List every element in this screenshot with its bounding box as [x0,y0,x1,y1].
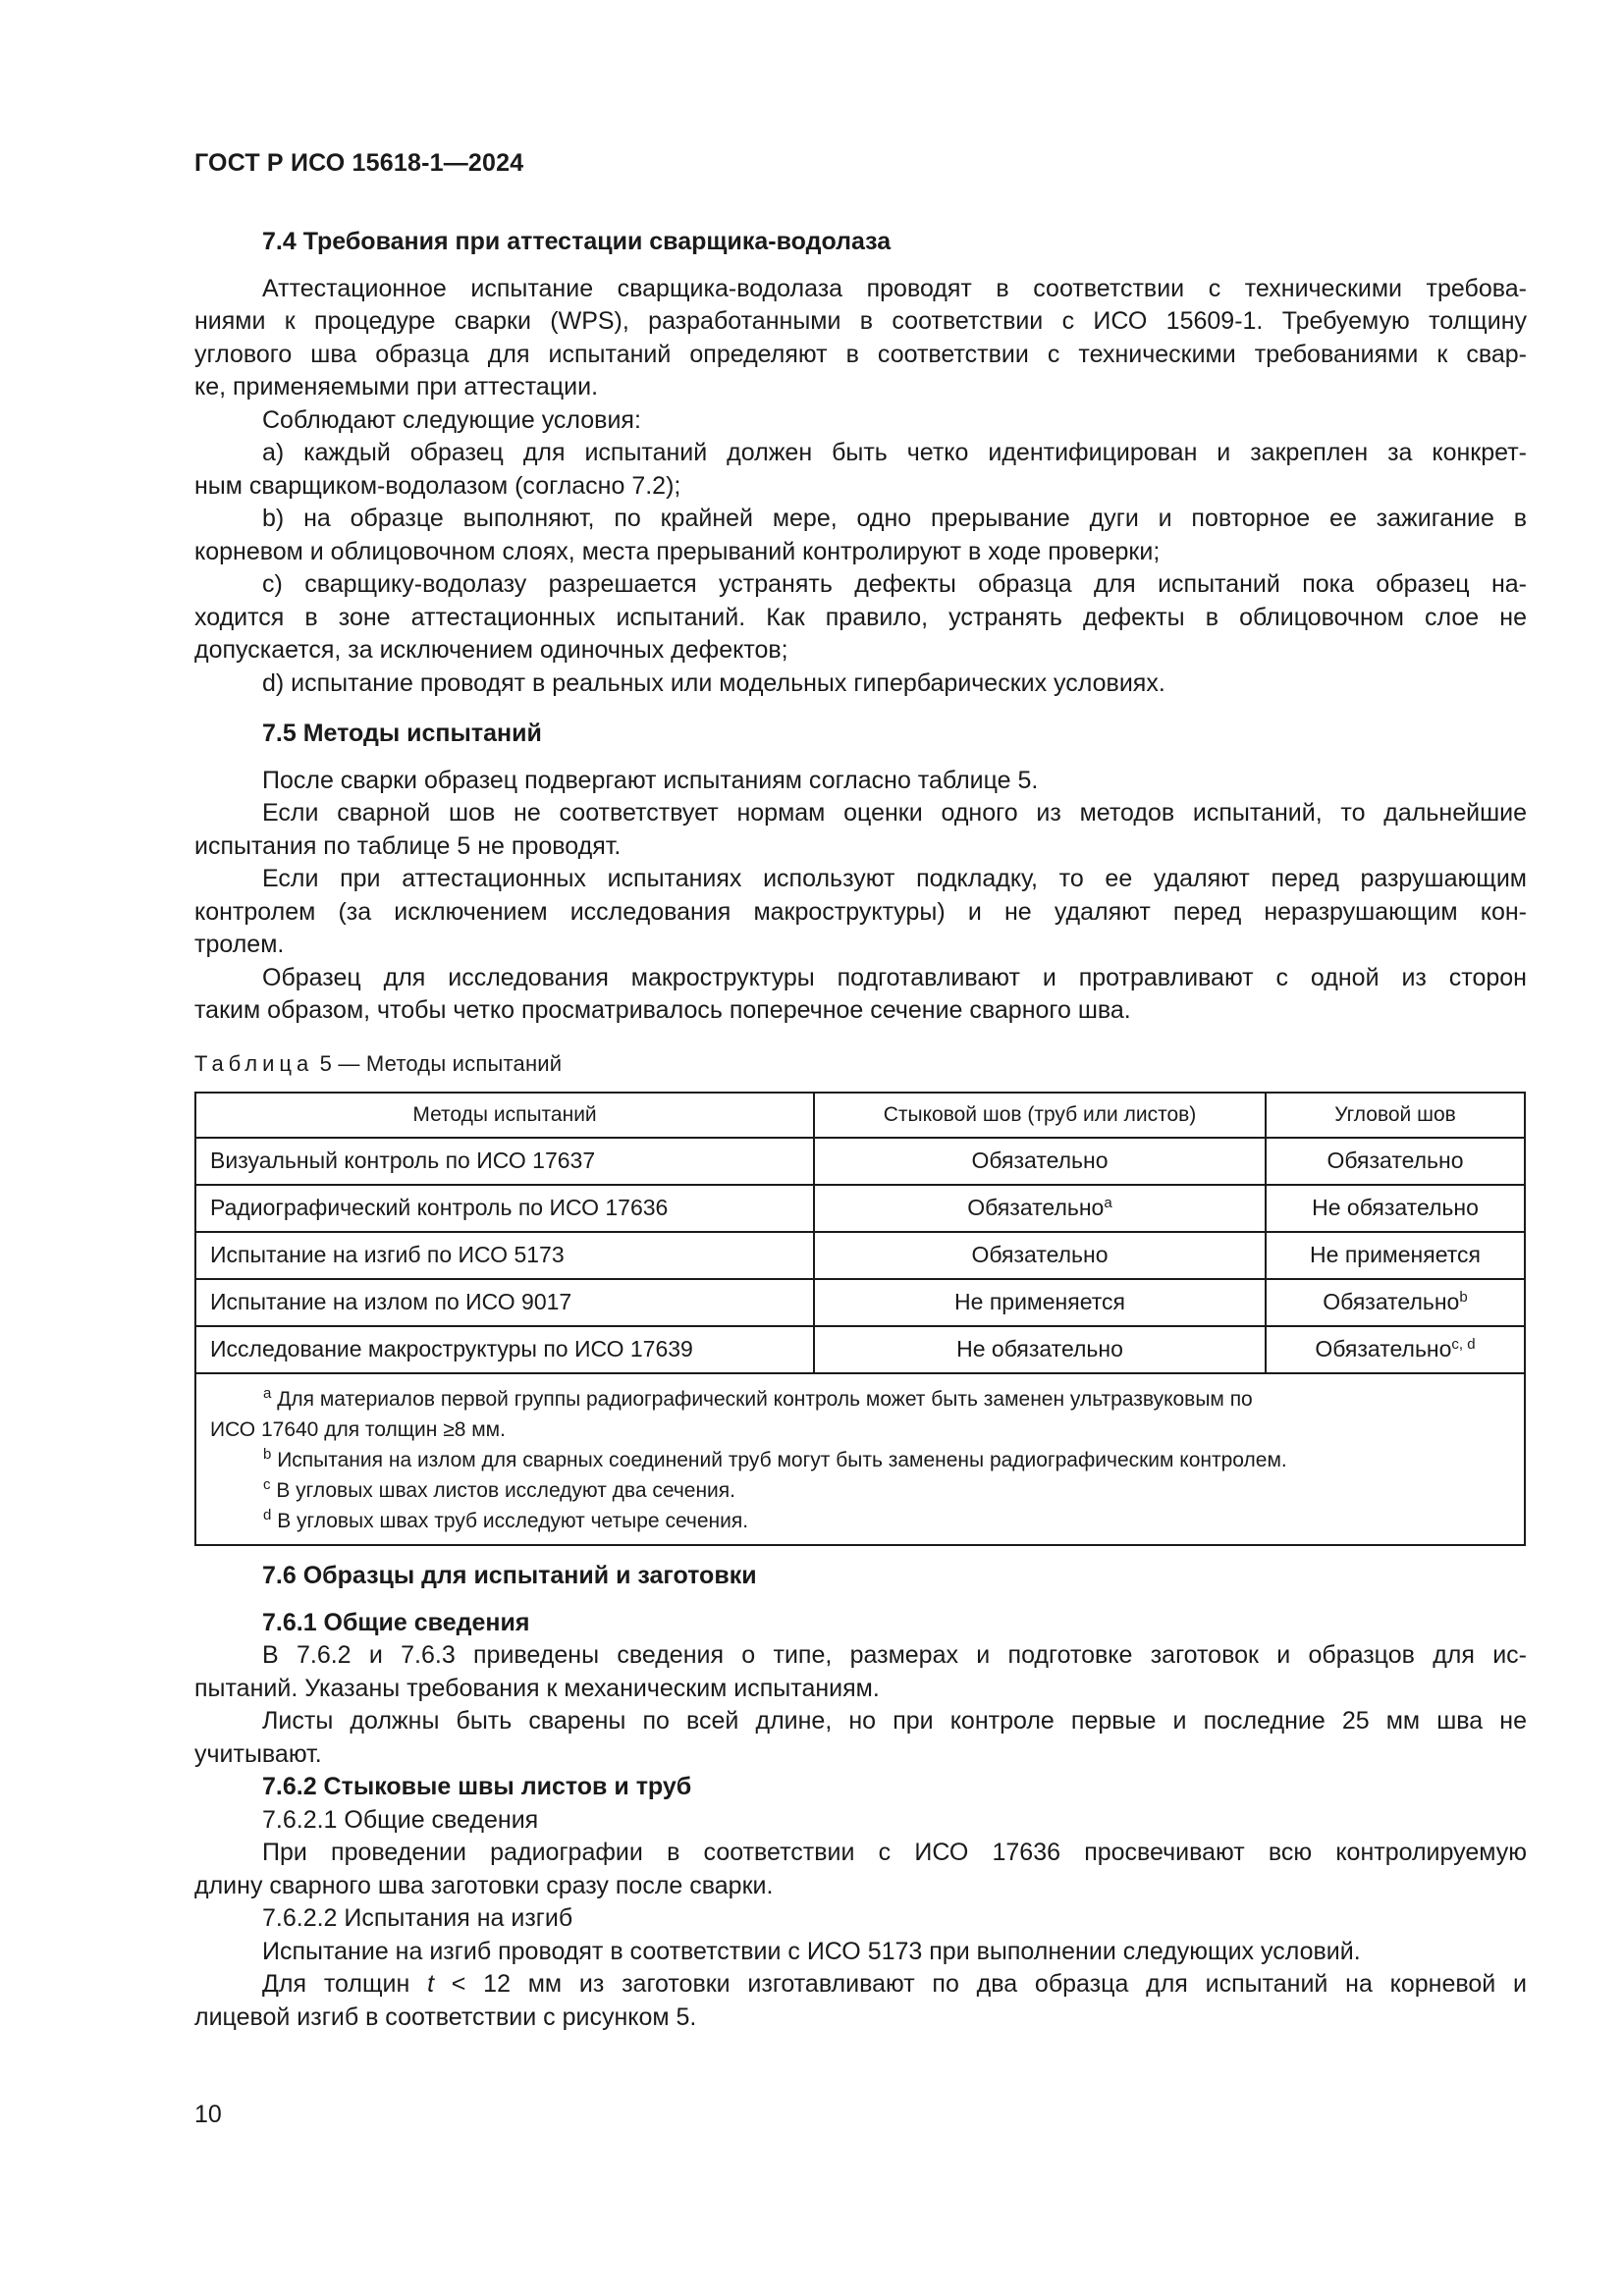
section-7-6-1-paragraph-1 [194,1639,1527,1705]
cell-value: Не обязательно [1312,1195,1479,1221]
note-d [210,1506,1510,1536]
section-7-6-heading: 7.6 Образцы для испытаний и заготовки [262,1562,757,1589]
note-text: В угловых швах труб исследуют четыре сечения. [277,1510,749,1532]
section-7-6-1-paragraph-2 [194,1705,1527,1771]
text-line: Если сварной шов не соответствует нормам оценки одного из методов испытаний, то дальнейшие [262,799,1527,827]
section-7-6-2-1-heading: 7.6.2.1 Общие сведения [262,1805,539,1834]
cell-method: Радиографический контроль по ИСО 17636 [195,1185,814,1232]
cell-value: Не обязательно [956,1336,1123,1362]
text-line: тролем. [194,931,285,958]
text-line: b) на образце выполняют, по крайней мере, одно прерывание дуги и повторное ее зажигание в [262,505,1527,532]
text-line: a) каждый образец для испытаний должен быть четко идентифицирован и закреплен за конкрет- [262,439,1527,466]
cell-value: Обязательно [967,1195,1105,1221]
cell-fillet [1266,1185,1525,1232]
text-line: ниями к процедуре сварки (WPS), разработанными в соответствии с ИСО 15609-1. Требуемую толщину [194,307,1527,335]
text-line: углового шва образца для испытаний определяют в соответствии с техническими требованиями к свар- [194,340,1527,368]
table-row [195,1185,1525,1232]
section-7-6-2-2-heading: 7.6.2.2 Испытания на изгиб [262,1904,573,1932]
text-line: таким образом, чтобы четко просматривалось поперечное сечение сварного шва. [194,996,1131,1024]
text-line: ке, применяемыми при аттестации. [194,373,599,400]
text-line: c) сварщику-водолазу разрешается устранять дефекты образца для испытаний пока образец на- [262,570,1527,598]
text-span: Для толщин [262,1970,428,1998]
text-line: контролем (за исключением исследования макроструктуры) и не удаляют перед неразрушающим кон- [194,897,1527,926]
note-a-line-2: ИСО 17640 для толщин ≥8 мм. [210,1418,506,1441]
text-line: В 7.6.2 и 7.6.3 приведены сведения о типе, размерах и подготовке заготовок и образцов для ис- [262,1641,1527,1669]
section-7-5-paragraph-1: После сварки образец подвергают испытаниям согласно таблице 5. [262,766,1039,794]
note-text: Испытания на излом для сварных соединений труб могут быть заменены радиографическим контролем. [277,1449,1287,1471]
cell-value: Обязательно [1326,1148,1464,1174]
cell-value: Не применяется [1310,1242,1481,1268]
table-row [195,1326,1525,1373]
cell-butt [814,1138,1266,1185]
note-mark: b [263,1446,272,1463]
note-a-line-1 [210,1384,1510,1415]
cell-method: Испытание на излом по ИСО 9017 [195,1279,814,1326]
cell-method: Визуальный контроль по ИСО 17637 [195,1138,814,1185]
text-span: < 12 мм из заготовки изготавливают по два образца для испытаний на корневой и [434,1970,1527,1998]
condition-a [194,437,1527,503]
table-caption-title: 5 — Методы испытаний [319,1050,563,1076]
column-header-butt-weld: Стыковой шов (труб или листов) [814,1093,1266,1138]
conditions-intro: Соблюдают следующие условия: [262,405,641,434]
condition-b [194,503,1527,568]
text-line: учитывают. [194,1739,322,1768]
section-7-5-paragraph-3 [194,863,1527,962]
note-mark: a [263,1385,272,1402]
cell-method: Испытание на изгиб по ИСО 5173 [195,1232,814,1279]
section-7-6-1-heading: 7.6.1 Общие сведения [262,1608,530,1636]
cell-fillet [1266,1279,1525,1326]
note-mark: d [263,1507,272,1523]
column-header-fillet-weld: Угловой шов [1266,1093,1525,1138]
cell-fillet [1266,1138,1525,1185]
note-text: В угловых швах листов исследуют два сечения. [276,1479,735,1502]
cell-fillet [1266,1232,1525,1279]
text-line: длину сварного шва заготовки сразу после сварки. [194,1871,774,1899]
text-line: Листы должны быть сварены по всей длине, но при контроле первые и последние 25 мм шва не [262,1707,1527,1735]
cell-butt [814,1279,1266,1326]
text-line: Если при аттестационных испытаниях используют подкладку, то ее удаляют перед разрушающим [262,865,1527,892]
cell-fillet [1266,1326,1525,1373]
condition-d: d) испытание проводят в реальных или модельных гипербарических условиях. [262,668,1165,697]
note-c [210,1475,1510,1506]
section-7-5-paragraph-4 [194,962,1527,1028]
table-5-caption [194,1047,1527,1081]
footnote-mark: b [1459,1289,1468,1307]
section-7-6-2-1-paragraph [194,1837,1527,1902]
table-row [195,1138,1525,1185]
cell-value: Не применяется [954,1289,1125,1315]
section-7-4-paragraph-1 [194,273,1527,404]
cell-butt [814,1185,1266,1232]
table-caption-word: Таблица [194,1050,314,1076]
text-line: лицевой изгиб в соответствии с рисунком 5. [194,2002,697,2031]
table-notes [195,1373,1525,1545]
section-7-6-2-2-paragraph-1: Испытание на изгиб проводят в соответствии с ИСО 5173 при выполнении следующих условий. [262,1937,1361,1965]
column-header-methods: Методы испытаний [195,1093,814,1138]
table-row [195,1232,1525,1279]
text-line: Образец для исследования макроструктуры подготавливают и протравливают с одной из сторон [262,963,1527,991]
thickness-variable: t [427,1970,435,1998]
text-line: корневом и облицовочном слоях, места прерываний контролируют в ходе проверки; [194,537,1161,565]
cell-value: Обязательно [1315,1336,1452,1362]
cell-butt [814,1232,1266,1279]
section-7-4-heading: 7.4 Требования при аттестации сварщика-водолаза [262,228,892,255]
table-header-row [195,1093,1525,1138]
footnote-mark: a [1104,1195,1112,1212]
section-7-6-2-heading: 7.6.2 Стыковые швы листов и труб [262,1773,692,1800]
section-7-5-heading: 7.5 Методы испытаний [262,720,542,747]
note-text: Для материалов первой группы радиографический контроль может быть заменен ультразвуковым по [277,1388,1253,1411]
note-mark: c [263,1476,271,1493]
document-body [194,226,1527,2034]
page-number: 10 [194,2101,222,2128]
text-line [194,1968,1527,2002]
cell-method: Исследование макроструктуры по ИСО 17639 [195,1326,814,1373]
note-b [210,1445,1510,1475]
text-line: допускается, за исключением одиночных дефектов; [194,636,788,664]
section-7-5-paragraph-2 [194,797,1527,863]
text-line: ным сварщиком-водолазом (согласно 7.2); [194,471,681,500]
text-line: Аттестационное испытание сварщика-водолаза проводят в соответствии с техническими требова- [262,274,1527,302]
footnote-mark: c, d [1451,1336,1476,1354]
cell-butt [814,1326,1266,1373]
text-line: пытаний. Указаны требования к механическим испытаниям. [194,1674,880,1702]
section-7-6-2-2-paragraph-2 [194,1968,1527,2034]
cell-value: Обязательно [971,1148,1109,1174]
condition-c [194,568,1527,667]
table-row [195,1279,1525,1326]
document-header: ГОСТ Р ИСО 15618-1—2024 [194,149,524,177]
cell-value: Обязательно [971,1242,1109,1268]
text-line: испытания по таблице 5 не проводят. [194,831,622,860]
table-notes-row [195,1373,1525,1545]
text-line: ходится в зоне аттестационных испытаний. Как правило, устранять дефекты в облицовочном слое не [194,603,1527,631]
cell-value: Обязательно [1323,1289,1460,1315]
table-5 [194,1092,1526,1546]
text-line: При проведении радиографии в соответствии с ИСО 17636 просвечивают всю контролируемую [262,1839,1527,1866]
